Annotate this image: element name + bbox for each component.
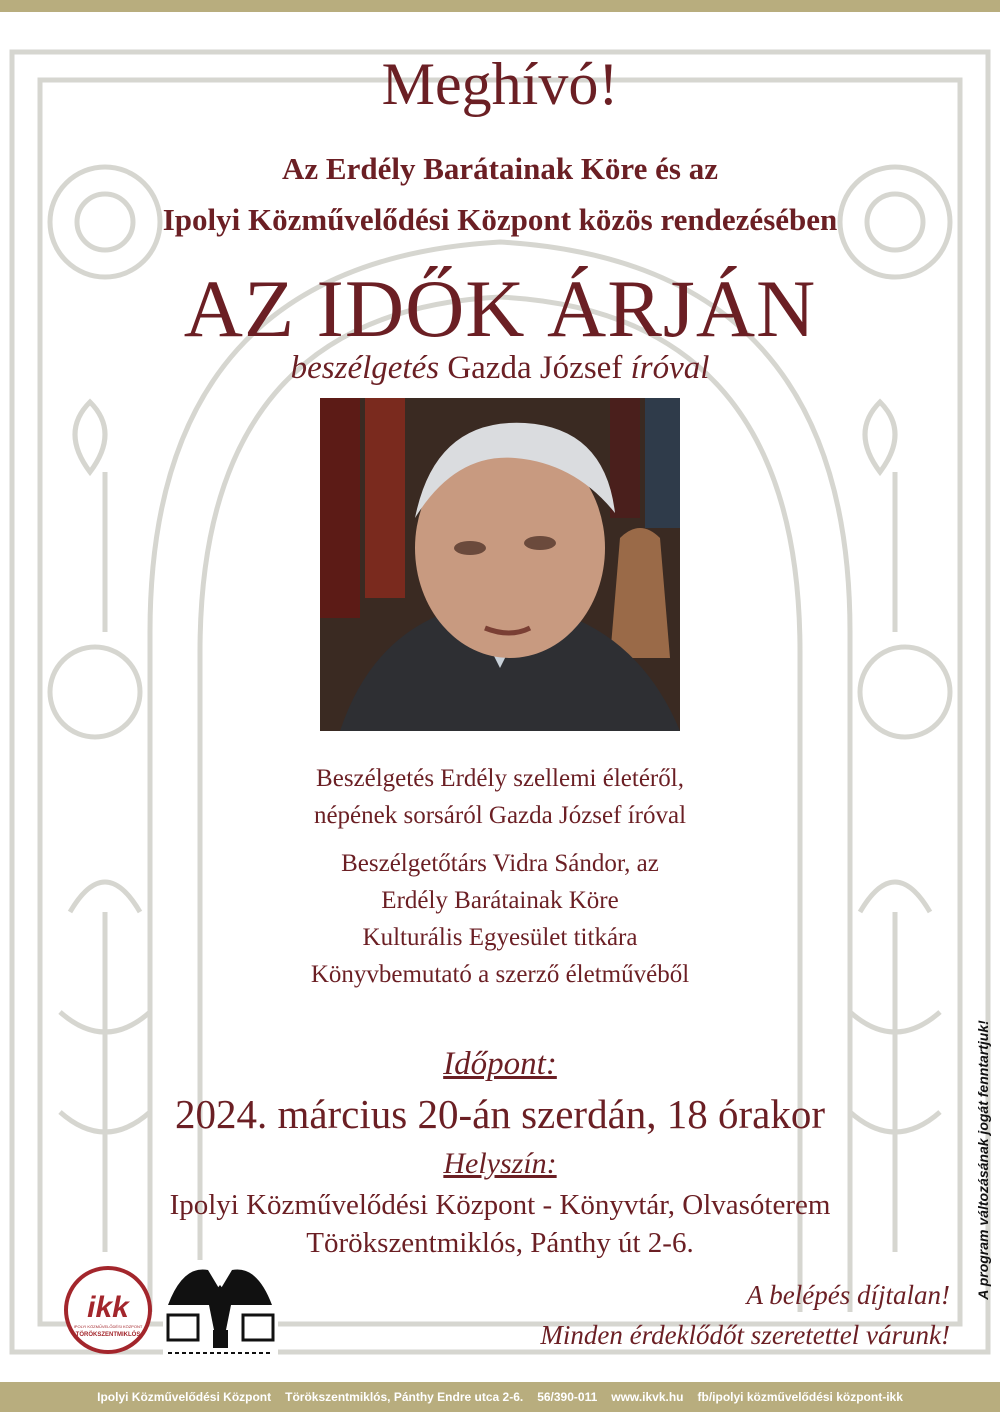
description-line: Erdély Barátainak Köre [381, 887, 619, 914]
footer-phone: 56/390-011 [537, 1390, 598, 1404]
ikk-logo-subtext: IPOLYI KÖZMŰVELŐDÉSI KÖZPONT [73, 1324, 143, 1329]
organizers-line-1: Az Erdély Barátainak Köre és az [282, 151, 718, 186]
footer-address: Törökszentmiklós, Pánthy Endre utca 2-6. [285, 1390, 524, 1404]
entry-note [540, 1275, 950, 1355]
footer-website: www.ikvk.hu [611, 1390, 684, 1404]
ikk-logo-city: TÖRÖKSZENTMIKLÓS [75, 1332, 141, 1338]
top-bar [0, 0, 1000, 12]
ikk-logo [63, 1265, 153, 1355]
organizers [0, 143, 1000, 245]
subtitle-prefix: beszélgetés [290, 350, 440, 386]
time-label: Időpont: [443, 1046, 557, 1082]
footer-facebook: fb/ipolyi közművelődési központ-ikk [697, 1390, 903, 1404]
venue [0, 1186, 1000, 1262]
subtitle-author-name: Gazda József [447, 350, 623, 386]
event-subtitle [0, 350, 1000, 387]
subtitle-suffix: íróval [630, 350, 710, 386]
description-line: Kulturális Egyesület titkára [362, 924, 638, 951]
description-block-1 [0, 760, 1000, 834]
description-line: népének sorsáról Gazda József íróval [313, 802, 687, 829]
welcome-note: Minden érdeklődőt szeretettel várunk! [540, 1320, 950, 1350]
event-title: AZ IDŐK ÁRJÁN [183, 263, 817, 354]
invitation-heading: Meghívó! [381, 51, 619, 117]
author-portrait [320, 398, 680, 731]
ikk-logo-text: ikk [87, 1291, 129, 1324]
description-block-2 [0, 845, 1000, 993]
description-line: Beszélgetőtárs Vidra Sándor, az [341, 850, 659, 877]
place-label: Helyszín: [443, 1147, 557, 1180]
event-datetime: 2024. március 20-án szerdán, 18 órakor [174, 1091, 826, 1137]
description-line: Könyvbemutató a szerző életművéből [310, 961, 690, 988]
footer-org: Ipolyi Közművelődési Központ [97, 1390, 272, 1404]
description-line: Beszélgetés Erdély szellemi életéről, [316, 765, 684, 792]
ebk-emblem-logo [163, 1260, 278, 1358]
free-entry: A belépés díjtalan! [746, 1280, 950, 1310]
organizers-line-2: Ipolyi Közművelődési Központ közös rendezésében [162, 202, 838, 237]
venue-name: Ipolyi Közművelődési Központ - Könyvtár, Olvasóterem [169, 1189, 831, 1221]
venue-address: Törökszentmiklós, Pánthy út 2-6. [306, 1227, 694, 1259]
program-change-note: A program változásának jogát fenntartjuk! [975, 1020, 991, 1300]
footer-bar [0, 1382, 1000, 1412]
